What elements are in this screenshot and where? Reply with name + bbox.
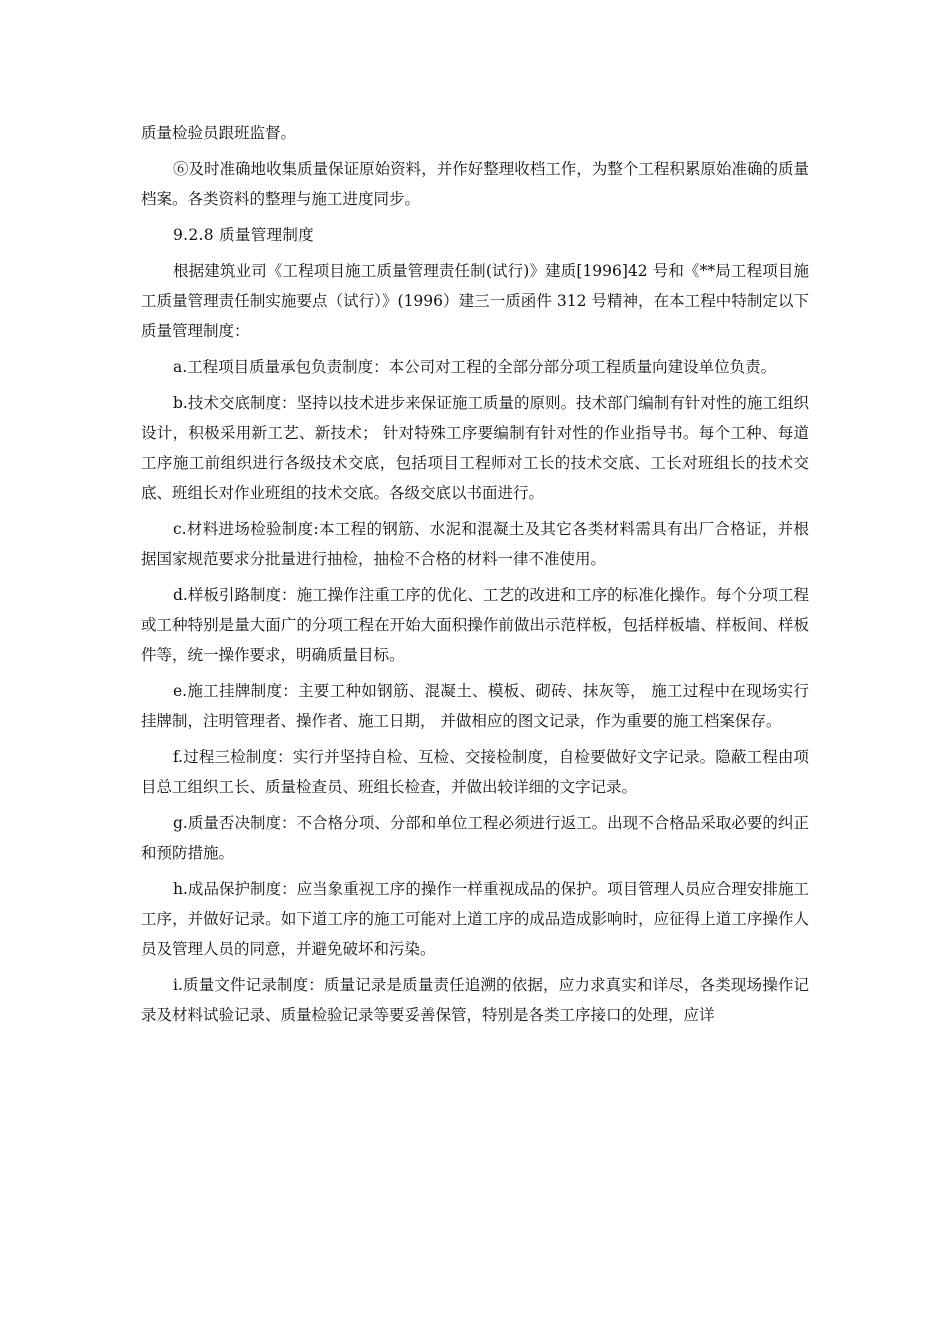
paragraph-item-g: g.质量否决制度：不合格分项、分部和单位工程必须进行返工。出现不合格品采取必要的纠正和预防措施。 <box>141 814 809 862</box>
paragraph-item-i: i.质量文件记录制度：质量记录是质量责任追溯的依据，应力求真实和详尽，各类现场操作记录及材料试验记录、质量检验记录等要妥善保管，特别是各类工序接口的处理，应详 <box>141 976 809 1024</box>
document-body <box>141 118 809 1036</box>
paragraph-item-d: d.样板引路制度：施工操作注重工序的优化、工艺的改进和工序的标准化操作。每个分项工程或工种特别是量大面广的分项工程在开始大面积操作前做出示范样板，包括样板墙、样板间、样板件等，统一操作要求，明确质量目标。 <box>141 586 809 664</box>
paragraph-item-e: e.施工挂牌制度：主要工种如钢筋、混凝土、模板、砌砖、抹灰等， 施工过程中在现场实行挂牌制，注明管理者、操作者、施工日期， 并做相应的图文记录，作为重要的施工档案保存。 <box>141 682 809 730</box>
paragraph-item-h: h.成品保护制度：应当象重视工序的操作一样重视成品的保护。项目管理人员应合理安排施工工序，并做好记录。如下道工序的施工可能对上道工序的成品造成影响时，应征得上道工序操作人员及管理人员的同意，并避免破坏和污染。 <box>141 880 809 958</box>
paragraph-item-f: f.过程三检制度：实行并坚持自检、互检、交接检制度，自检要做好文字记录。隐蔽工程由项目总工组织工长、质量检查员、班组长检查，并做出较详细的文字记录。 <box>141 748 809 796</box>
paragraph-intro: 根据建筑业司《工程项目施工质量管理责任制(试行)》建质[1996]42 号和《**局工程项目施工质量管理责任制实施要点（试行）》(1996）建三一质函件 312 号精神，在本工程中特制定以下质量管理制度： <box>141 262 809 340</box>
paragraph-item-6: ⑥及时准确地收集质量保证原始资料，并作好整理收档工作，为整个工程积累原始准确的质量档案。各类资料的整理与施工进度同步。 <box>141 160 809 208</box>
paragraph-item-c: c.材料进场检验制度:本工程的钢筋、水泥和混凝土及其它各类材料需具有出厂合格证，并根据国家规范要求分批量进行抽检，抽检不合格的材料一律不准使用。 <box>141 520 809 568</box>
paragraph-continuation: 质量检验员跟班监督。 <box>141 124 297 142</box>
paragraph-item-b: b.技术交底制度：坚持以技术进步来保证施工质量的原则。技术部门编制有针对性的施工组织设计，积极采用新工艺、新技术； 针对特殊工序要编制有针对性的作业指导书。每个工种、每道工序施工前组织进行各级技术交底，包括项目工程师对工长的技术交底、工长对班组长的技术交底、班组长对作业班组的技术交底。各级交底以书面进行。 <box>141 394 809 502</box>
section-heading: 9.2.8 质量管理制度 <box>173 226 314 244</box>
paragraph-item-a: a.工程项目质量承包负责制度：本公司对工程的全部分部分项工程质量向建设单位负责。 <box>173 358 777 376</box>
